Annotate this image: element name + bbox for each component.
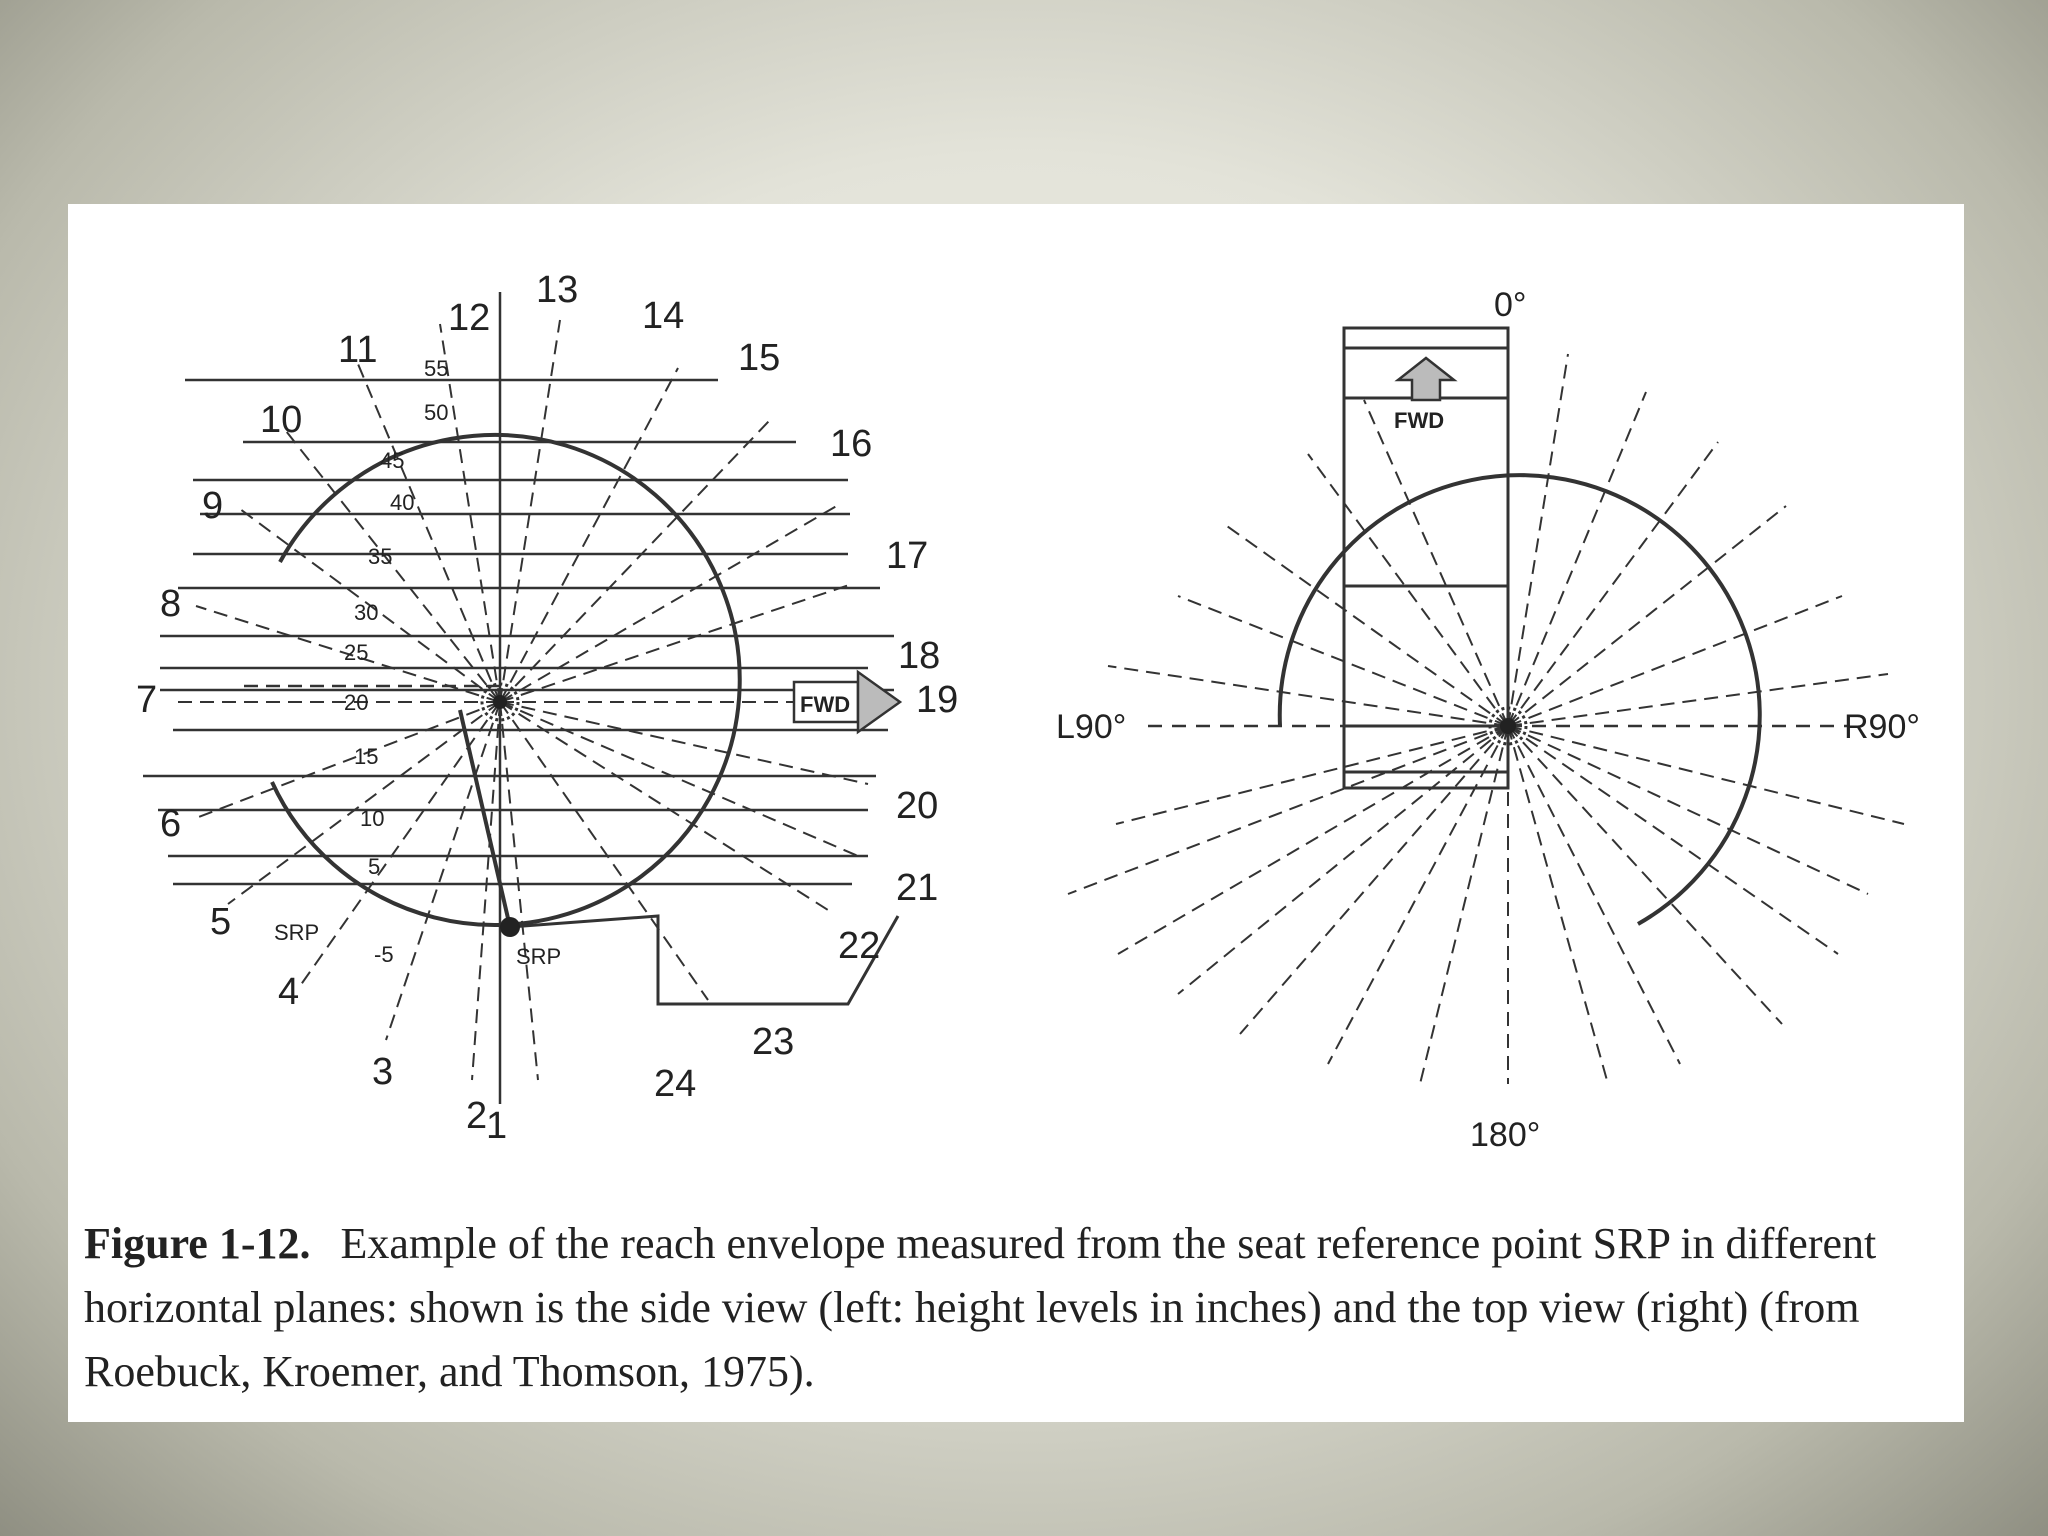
- top-view-rays: [1068, 354, 1904, 1084]
- arm-segment: [460, 710, 510, 927]
- side-ray: [500, 420, 770, 702]
- side-ray-label: 7: [136, 679, 158, 721]
- height-level-label: 5: [368, 854, 381, 879]
- side-ray-label: 12: [448, 297, 491, 339]
- top-ray: [1508, 726, 1680, 1064]
- side-ray-label: 2: [466, 1095, 488, 1137]
- top-origin-point: [1500, 718, 1516, 734]
- top-ray: [1068, 726, 1508, 894]
- side-ray: [472, 702, 500, 1080]
- height-level-lines: [143, 380, 894, 884]
- side-ray-label: 22: [838, 925, 881, 967]
- side-ray-label: 10: [260, 399, 303, 441]
- side-ray-label: 13: [536, 269, 579, 311]
- top-fwd-arrow: [1394, 358, 1454, 433]
- side-ray: [500, 320, 560, 702]
- side-ray-label: 18: [898, 635, 941, 677]
- height-level-label: 55: [424, 356, 449, 381]
- top-ray: [1364, 400, 1508, 726]
- height-level-label: 50: [424, 400, 449, 425]
- side-reach-envelope-arc: [272, 435, 740, 925]
- side-ray: [196, 702, 500, 818]
- srp-label-center: SRP: [516, 944, 562, 969]
- side-ray-label: 21: [896, 867, 939, 909]
- height-level-label: 20: [344, 690, 369, 715]
- caption-text: Example of the reach envelope measured from the seat reference point SRP in different horizontal planes: shown is the side view (left: height levels in inches) and the top view (right) (from Roebuck, Kroemer, and Thomson, 1975).: [84, 1219, 1877, 1396]
- reach-envelope-diagram: [68, 204, 1964, 1184]
- height-level-label: 40: [390, 490, 415, 515]
- top-ray: [1508, 354, 1568, 726]
- side-ray-label: 6: [160, 803, 182, 845]
- angle-label-back: 180°: [1470, 1116, 1541, 1154]
- height-level-label: 30: [354, 600, 379, 625]
- side-ray: [500, 702, 828, 910]
- side-ray-label: 3: [372, 1051, 394, 1093]
- figure-caption: [84, 1212, 1944, 1404]
- side-ray-label: 11: [338, 329, 378, 371]
- top-ray: [1224, 524, 1508, 726]
- top-view: [1056, 286, 1920, 1154]
- top-ray: [1308, 454, 1508, 726]
- srp-point: [500, 917, 520, 937]
- side-ray-label: 24: [654, 1063, 697, 1105]
- side-ray-label: 9: [202, 485, 224, 527]
- side-ray-label: 20: [896, 785, 939, 827]
- srp-label-left: SRP: [274, 920, 320, 945]
- side-fwd-label: FWD: [800, 692, 851, 717]
- side-ray: [386, 702, 500, 1040]
- top-ray: [1118, 726, 1508, 954]
- height-level-label: 15: [354, 744, 379, 769]
- angle-label-right: R90°: [1844, 708, 1920, 746]
- top-ray: [1508, 726, 1838, 954]
- height-level-label: 35: [368, 544, 393, 569]
- top-ray: [1508, 726, 1868, 894]
- side-ray-label: 15: [738, 337, 781, 379]
- side-ray-label: 4: [278, 971, 300, 1013]
- side-fwd-arrow: [794, 672, 900, 732]
- side-ray-label: 16: [830, 423, 873, 465]
- top-ray: [1420, 726, 1508, 1084]
- figure-card: [68, 204, 1964, 1422]
- side-origin-point: [493, 695, 507, 709]
- top-ray: [1108, 666, 1508, 726]
- side-ray: [500, 702, 538, 1080]
- side-view: [136, 269, 958, 1147]
- side-level-labels: [344, 356, 448, 967]
- angle-label-front: 0°: [1494, 286, 1527, 324]
- side-ray-label: 8: [160, 583, 182, 625]
- side-ray-label: 17: [886, 535, 929, 577]
- top-ray: [1328, 726, 1508, 1064]
- height-level-label: 25: [344, 640, 369, 665]
- height-level-label: 45: [380, 448, 405, 473]
- side-ray-label: 1: [486, 1105, 508, 1147]
- top-fwd-label: FWD: [1394, 408, 1445, 433]
- caption-figure-label: Figure 1-12.: [84, 1219, 311, 1268]
- side-ray-label: 5: [210, 901, 232, 943]
- top-ray: [1508, 596, 1842, 726]
- side-ray: [500, 504, 840, 702]
- side-ray: [228, 702, 500, 904]
- height-level-label: 10: [360, 806, 385, 831]
- side-ray-label: 23: [752, 1021, 795, 1063]
- top-ray: [1508, 392, 1646, 726]
- side-ray-label: 14: [642, 295, 685, 337]
- angle-label-left: L90°: [1056, 708, 1127, 746]
- height-level-label: -5: [374, 942, 394, 967]
- side-ray-label: 19: [916, 679, 959, 721]
